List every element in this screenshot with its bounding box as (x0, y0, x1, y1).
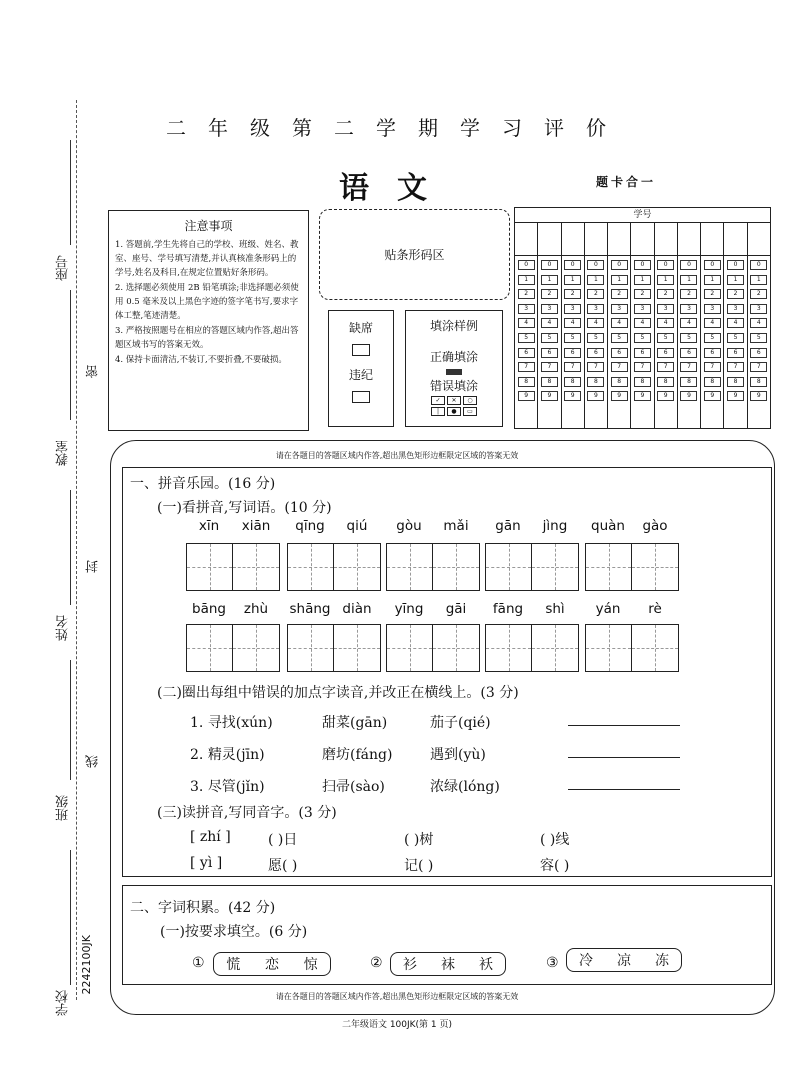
digit-bubble[interactable]: 4 (657, 318, 674, 328)
writing-cell[interactable] (632, 544, 678, 590)
digit-bubble[interactable]: 9 (704, 391, 721, 401)
digit-bubble[interactable]: 7 (750, 362, 767, 372)
student-id-column (678, 223, 701, 429)
q2-row-1-c: 茄子(qié) (430, 715, 491, 731)
digit-bubble[interactable]: 5 (727, 333, 744, 343)
notice-box (108, 210, 309, 431)
digit-bubble[interactable]: 8 (634, 377, 651, 387)
sample-title: 填涂样例 (429, 319, 478, 333)
writing-cell[interactable] (632, 625, 678, 671)
student-id-write-cell[interactable] (678, 223, 700, 256)
writing-cell[interactable] (387, 544, 433, 590)
digit-bubble[interactable]: 3 (727, 304, 744, 314)
digit-bubble[interactable]: 2 (704, 289, 721, 299)
student-id-column (655, 223, 678, 429)
part-1-title: (一)看拼音,写词语。(10 分) (157, 500, 332, 516)
digit-bubble[interactable]: 9 (657, 391, 674, 401)
answer-line[interactable] (568, 789, 680, 790)
digit-bubble[interactable]: 3 (634, 304, 651, 314)
digit-bubble[interactable]: 4 (727, 318, 744, 328)
digit-bubble[interactable]: 2 (750, 289, 767, 299)
pinyin-label: fāng (492, 601, 524, 617)
digit-bubble[interactable]: 0 (518, 260, 535, 270)
digit-bubble[interactable]: 9 (680, 391, 697, 401)
digit-bubble[interactable]: 2 (727, 289, 744, 299)
partial-mark-icon: ▭ (463, 407, 477, 416)
pinyin-label: yīng (394, 601, 424, 617)
digit-bubble[interactable]: 5 (541, 333, 558, 343)
q2-row-2-b: 磨坊(fáng) (322, 747, 393, 763)
digit-bubble[interactable]: 1 (750, 275, 767, 285)
pinyin-label: xiān (241, 518, 271, 534)
student-id-label: 学号 (515, 208, 770, 223)
writing-cell[interactable] (586, 544, 632, 590)
student-id-column (515, 223, 538, 429)
answer-line[interactable] (568, 725, 680, 726)
homophone-blank[interactable]: 愿( ) (268, 858, 298, 874)
digit-bubble[interactable]: 9 (750, 391, 767, 401)
homophone-blank[interactable]: ( )线 (540, 832, 570, 848)
digit-bubble[interactable]: 6 (680, 348, 697, 358)
section-1-title: 一、拼音乐园。(16 分) (130, 476, 276, 492)
writing-cell[interactable] (433, 625, 479, 671)
student-id-write-cell[interactable] (608, 223, 630, 256)
digit-bubble[interactable]: 1 (518, 275, 535, 285)
digit-bubble[interactable]: 7 (587, 362, 604, 372)
digit-bubble[interactable]: 9 (634, 391, 651, 401)
seal-line (76, 100, 77, 1000)
writing-cell[interactable] (433, 544, 479, 590)
word-group-1 (213, 952, 331, 976)
digit-bubble[interactable]: 1 (704, 275, 721, 285)
writing-grid (386, 543, 480, 591)
group-char: 衫 (403, 957, 417, 973)
homophone-blank[interactable]: ( )树 (404, 832, 434, 848)
notice-item: 1. 答题前,学生先将自己的学校、班级、姓名、教室、座号、学号填写清楚,并认真核准条形码上的学号,姓名及科目,在规定位置贴好条形码。 (115, 240, 299, 278)
digit-bubble[interactable]: 5 (564, 333, 581, 343)
notice-title: 注意事项 (184, 219, 233, 233)
pinyin-label: shì (545, 601, 565, 617)
writing-cell[interactable] (187, 544, 233, 590)
writing-grid (287, 624, 381, 672)
pinyin-label: yán (595, 601, 621, 617)
writing-grid (585, 543, 679, 591)
wrong-fill-label: 错误填涂 (429, 379, 478, 393)
writing-cell[interactable] (233, 544, 279, 590)
digit-bubble[interactable]: 7 (727, 362, 744, 372)
digit-bubble[interactable]: 9 (727, 391, 744, 401)
digit-bubble[interactable]: 5 (704, 333, 721, 343)
digit-bubble[interactable]: 9 (611, 391, 628, 401)
correct-fill-mark (446, 369, 462, 375)
digit-bubble[interactable]: 0 (634, 260, 651, 270)
digit-bubble[interactable]: 2 (680, 289, 697, 299)
digit-bubble[interactable]: 1 (587, 275, 604, 285)
student-id-column (724, 223, 747, 429)
digit-bubble[interactable]: 7 (680, 362, 697, 372)
digit-bubble[interactable]: 6 (518, 348, 535, 358)
digit-bubble[interactable]: 6 (611, 348, 628, 358)
digit-bubble[interactable]: 1 (611, 275, 628, 285)
group-char: 袄 (479, 957, 493, 973)
digit-bubble[interactable]: 7 (704, 362, 721, 372)
digit-bubble[interactable]: 8 (541, 377, 558, 387)
group-char: 惊 (303, 957, 318, 973)
pinyin-label: qīng (295, 518, 325, 534)
pinyin-label: rè (648, 601, 662, 617)
digit-bubble[interactable]: 4 (541, 318, 558, 328)
digit-bubble[interactable]: 2 (657, 289, 674, 299)
digit-bubble[interactable]: 8 (587, 377, 604, 387)
digit-bubble[interactable]: 2 (564, 289, 581, 299)
check-mark-icon: ✓ (431, 396, 445, 405)
digit-bubble[interactable]: 1 (634, 275, 651, 285)
answer-warning-bottom: 请在各题目的答题区域内作答,超出黑色矩形边框限定区域的答案无效 (275, 992, 519, 1001)
q2-row-1: 1. 寻找(xún) (190, 715, 273, 731)
student-id-grid (514, 207, 771, 429)
writing-grid (287, 543, 381, 591)
digit-bubble[interactable]: 4 (704, 318, 721, 328)
class-label: 班级 (56, 795, 71, 821)
group-char: 恋 (264, 957, 279, 973)
digit-bubble[interactable]: 1 (727, 275, 744, 285)
homophone-blank[interactable]: 记( ) (404, 858, 434, 874)
classroom-label: 教室 (56, 440, 71, 466)
bar-mark-icon: | (431, 407, 445, 416)
digit-bubble[interactable]: 4 (611, 318, 628, 328)
digit-bubble[interactable]: 1 (541, 275, 558, 285)
circle-mark-icon: ○ (463, 396, 477, 405)
answer-warning-top: 请在各题目的答题区域内作答,超出黑色矩形边框限定区域的答案无效 (275, 451, 519, 460)
digit-bubble[interactable]: 9 (587, 391, 604, 401)
class-blank[interactable] (70, 660, 71, 780)
pinyin-label: gāi (445, 601, 467, 617)
violation-label: 违纪 (348, 368, 373, 382)
student-id-column (562, 223, 585, 429)
school-label: 学校 (56, 990, 71, 1016)
digit-bubble[interactable]: 0 (587, 260, 604, 270)
correct-fill-label: 正确填涂 (429, 350, 478, 364)
digit-bubble[interactable]: 3 (657, 304, 674, 314)
digit-bubble[interactable]: 9 (564, 391, 581, 401)
pinyin-label: quàn (591, 518, 625, 534)
pinyin-label: diàn (342, 601, 372, 617)
homophone-pinyin-1: [ zhí ] (190, 829, 231, 845)
homophone-blank[interactable]: ( )日 (268, 832, 298, 848)
paper-code: 2242100JK (80, 935, 93, 995)
digit-bubble[interactable]: 5 (587, 333, 604, 343)
dot-mark-icon: ● (447, 407, 461, 416)
digit-bubble[interactable]: 5 (750, 333, 767, 343)
writing-cell[interactable] (486, 544, 532, 590)
writing-grid (485, 624, 579, 672)
digit-bubble[interactable]: 6 (704, 348, 721, 358)
pinyin-label: mǎi (443, 518, 469, 534)
digit-bubble[interactable]: 4 (634, 318, 651, 328)
q2-row-2: 2. 精灵(jīn) (190, 747, 265, 763)
group-char: 慌 (226, 957, 241, 973)
digit-bubble[interactable]: 8 (657, 377, 674, 387)
group-char: 冻 (655, 953, 669, 969)
digit-bubble[interactable]: 0 (727, 260, 744, 270)
digit-bubble[interactable]: 9 (541, 391, 558, 401)
digit-bubble[interactable]: 6 (634, 348, 651, 358)
writing-cell[interactable] (288, 544, 334, 590)
pinyin-label: gào (642, 518, 668, 534)
digit-bubble[interactable]: 0 (541, 260, 558, 270)
digit-bubble[interactable]: 0 (680, 260, 697, 270)
digit-bubble[interactable]: 7 (611, 362, 628, 372)
word-group-2 (390, 952, 506, 976)
digit-bubble[interactable]: 5 (518, 333, 535, 343)
digit-bubble[interactable]: 3 (611, 304, 628, 314)
digit-bubble[interactable]: 3 (680, 304, 697, 314)
digit-bubble[interactable]: 5 (634, 333, 651, 343)
student-id-column (538, 223, 561, 429)
q2-row-2-c: 遇到(yù) (430, 747, 486, 763)
writing-cell[interactable] (288, 625, 334, 671)
digit-bubble[interactable]: 2 (611, 289, 628, 299)
group-1-number: ① (192, 955, 205, 971)
digit-bubble[interactable]: 7 (634, 362, 651, 372)
barcode-area (319, 209, 510, 300)
page-title: 二年级第二学期学习评价 (166, 116, 628, 140)
writing-cell[interactable] (532, 625, 578, 671)
digit-bubble[interactable]: 8 (518, 377, 535, 387)
name-label: 姓名 (56, 615, 71, 641)
digit-bubble[interactable]: 5 (657, 333, 674, 343)
digit-bubble[interactable]: 8 (727, 377, 744, 387)
notice-item: 4. 保持卡面清洁,不装订,不要折叠,不要破损。 (115, 355, 287, 365)
pinyin-label: bāng (192, 601, 226, 617)
student-id-column (748, 223, 770, 429)
digit-bubble[interactable]: 2 (518, 289, 535, 299)
student-id-write-cell[interactable] (631, 223, 653, 256)
pinyin-label: gòu (396, 518, 422, 534)
student-id-write-cell[interactable] (515, 223, 537, 256)
digit-bubble[interactable]: 6 (657, 348, 674, 358)
page-footer: 二年级语文 100JK(第 1 页) (341, 1020, 453, 1030)
student-id-column (701, 223, 724, 429)
q2-row-3: 3. 尽管(jǐn) (190, 779, 265, 795)
pinyin-label: zhù (243, 601, 269, 617)
cross-mark-icon: ✕ (447, 396, 461, 405)
pinyin-label: xīn (198, 518, 220, 534)
section-2-part-1-title: (一)按要求填空。(6 分) (160, 924, 308, 940)
digit-bubble[interactable]: 6 (587, 348, 604, 358)
digit-bubble[interactable]: 0 (611, 260, 628, 270)
digit-bubble[interactable]: 1 (657, 275, 674, 285)
digit-bubble[interactable]: 1 (564, 275, 581, 285)
digit-bubble[interactable]: 3 (564, 304, 581, 314)
card-tag: 题卡合一 (596, 175, 657, 189)
student-id-write-cell[interactable] (748, 223, 770, 256)
q2-row-3-b: 扫帚(sào) (322, 779, 385, 795)
digit-bubble[interactable]: 0 (750, 260, 767, 270)
digit-bubble[interactable]: 3 (750, 304, 767, 314)
fill-sample-box (405, 310, 503, 427)
pinyin-label: qiú (346, 518, 368, 534)
digit-bubble[interactable]: 0 (657, 260, 674, 270)
student-id-write-cell[interactable] (701, 223, 723, 256)
digit-bubble[interactable]: 7 (657, 362, 674, 372)
section-2-title: 二、字词积累。(42 分) (130, 900, 276, 916)
group-char: 凉 (617, 953, 631, 969)
writing-cell[interactable] (586, 625, 632, 671)
writing-cell[interactable] (187, 625, 233, 671)
name-blank[interactable] (70, 490, 71, 605)
writing-cell[interactable] (233, 625, 279, 671)
digit-bubble[interactable]: 6 (727, 348, 744, 358)
digit-bubble[interactable]: 8 (680, 377, 697, 387)
digit-bubble[interactable]: 8 (564, 377, 581, 387)
digit-bubble[interactable]: 4 (564, 318, 581, 328)
digit-bubble[interactable]: 8 (611, 377, 628, 387)
digit-bubble[interactable]: 7 (564, 362, 581, 372)
writing-cell[interactable] (486, 625, 532, 671)
student-id-column (631, 223, 654, 429)
seat-blank[interactable] (70, 140, 71, 245)
pinyin-label: shāng (289, 601, 331, 617)
digit-bubble[interactable]: 5 (611, 333, 628, 343)
absent-label: 缺席 (348, 321, 373, 335)
student-id-write-cell[interactable] (585, 223, 607, 256)
digit-bubble[interactable]: 2 (541, 289, 558, 299)
digit-bubble[interactable]: 1 (680, 275, 697, 285)
student-id-write-cell[interactable] (655, 223, 677, 256)
writing-cell[interactable] (532, 544, 578, 590)
digit-bubble[interactable]: 6 (541, 348, 558, 358)
digit-bubble[interactable]: 4 (750, 318, 767, 328)
digit-bubble[interactable]: 7 (518, 362, 535, 372)
writing-cell[interactable] (387, 625, 433, 671)
seal-mark: 密 (86, 365, 101, 378)
digit-bubble[interactable]: 2 (634, 289, 651, 299)
q2-row-3-c: 浓绿(lóng) (430, 779, 500, 795)
group-2-number: ② (370, 955, 383, 971)
digit-bubble[interactable]: 7 (541, 362, 558, 372)
student-id-write-cell[interactable] (562, 223, 584, 256)
part-3-title: (三)读拼音,写同音字。(3 分) (157, 805, 337, 821)
writing-grid (186, 624, 280, 672)
digit-bubble[interactable]: 4 (587, 318, 604, 328)
barcode-label: 贴条形码区 (384, 248, 445, 262)
seal-mark-3: 线 (86, 755, 101, 768)
seat-label: 座号 (56, 255, 71, 281)
notice-item: 2. 选择题必须使用 2B 铅笔填涂;非选择题必须使用 0.5 毫米及以上黑色字迹的签字笔书写,要求字体工整,笔迹清楚。 (115, 283, 299, 321)
digit-bubble[interactable]: 8 (750, 377, 767, 387)
school-blank[interactable] (70, 850, 71, 985)
digit-bubble[interactable]: 3 (587, 304, 604, 314)
student-id-column (585, 223, 608, 429)
pinyin-label: gān (495, 518, 521, 534)
writing-cell[interactable] (334, 625, 380, 671)
subject-title: 语文 (339, 171, 455, 206)
writing-grid (186, 543, 280, 591)
wrong-fill-marks (406, 396, 502, 405)
homophone-blank[interactable]: 容( ) (540, 858, 570, 874)
notice-item: 3. 严格按照题号在相应的答题区域内作答,超出答题区域书写的答案无效。 (115, 326, 299, 350)
writing-grid (585, 624, 679, 672)
seal-mark-2: 封 (86, 560, 101, 573)
digit-bubble[interactable]: 6 (750, 348, 767, 358)
digit-bubble[interactable]: 4 (518, 318, 535, 328)
part-2-title: (二)圈出每组中错误的加点字读音,并改正在横线上。(3 分) (157, 685, 519, 701)
group-char: 冷 (579, 953, 593, 969)
digit-bubble[interactable]: 4 (680, 318, 697, 328)
q2-row-1-b: 甜菜(gān) (322, 715, 388, 731)
digit-bubble[interactable]: 0 (704, 260, 721, 270)
digit-bubble[interactable]: 9 (518, 391, 535, 401)
student-id-column (608, 223, 631, 429)
group-3-number: ③ (546, 955, 559, 971)
digit-bubble[interactable]: 3 (518, 304, 535, 314)
digit-bubble[interactable]: 2 (587, 289, 604, 299)
violation-checkbox[interactable] (352, 391, 370, 403)
digit-bubble[interactable]: 5 (680, 333, 697, 343)
writing-cell[interactable] (334, 544, 380, 590)
digit-bubble[interactable]: 6 (564, 348, 581, 358)
absent-box (328, 310, 394, 427)
classroom-blank[interactable] (70, 290, 71, 420)
student-id-write-cell[interactable] (538, 223, 560, 256)
answer-line[interactable] (568, 757, 680, 758)
student-id-write-cell[interactable] (724, 223, 746, 256)
writing-grid (485, 543, 579, 591)
digit-bubble[interactable]: 0 (564, 260, 581, 270)
digit-bubble[interactable]: 3 (541, 304, 558, 314)
pinyin-label: jìng (542, 518, 568, 534)
wrong-fill-marks-2 (406, 407, 502, 416)
writing-grid (386, 624, 480, 672)
homophone-pinyin-2: [ yì ] (190, 855, 223, 871)
digit-bubble[interactable]: 3 (704, 304, 721, 314)
absent-checkbox[interactable] (352, 344, 370, 356)
digit-bubble[interactable]: 8 (704, 377, 721, 387)
group-char: 袜 (441, 957, 455, 973)
word-group-3 (566, 948, 682, 972)
